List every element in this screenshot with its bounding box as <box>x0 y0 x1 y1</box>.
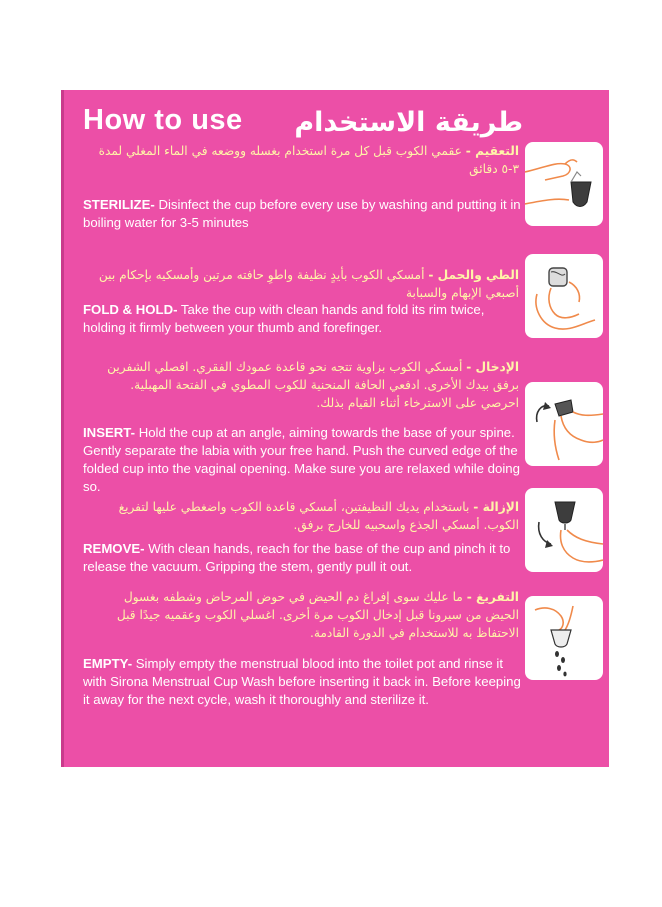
instructions-panel <box>61 90 609 767</box>
step-text-arabic: أمسكي الكوب بزاوية تتجه نحو قاعدة عمودك الفقري. افصلي الشفرين برفق بيدك الأخرى. ادفعي الحافة المنحنية للكوب المطوي في الفتحة المهبلية. احرصي على الاسترخاء أثناء القيام بذلك. <box>107 360 519 410</box>
step-key-arabic: التعقيم - <box>465 144 519 158</box>
step-fold-english <box>83 301 523 337</box>
step-key-arabic: التفريغ - <box>466 590 519 604</box>
step-text-arabic: أمسكي الكوب بأيدٍ نظيفة واطوِ حافته مرتين وأمسكيه بإحكام بين أصبعي الإبهام والسبابة <box>98 268 519 300</box>
panel-edge <box>61 90 64 767</box>
empty-icon <box>525 596 603 680</box>
step-insert-arabic <box>89 358 519 412</box>
step-key-arabic: الطي والحمل - <box>428 268 519 282</box>
step-text-english: Take the cup with clean hands and fold its rim twice, holding it firmly between your thumb and forefinger. <box>83 302 485 335</box>
step-key-english: STERILIZE- <box>83 197 155 212</box>
step-empty-english <box>83 655 523 709</box>
title-english: How to use <box>83 104 243 136</box>
step-text-english: Hold the cup at an angle, aiming towards the base of your spine. Gently separate the labia with your free hand. Push the curved edge of the folded cup into the vaginal opening. Make sure you are relaxed while doing so. <box>83 425 520 494</box>
fold-hold-icon <box>525 254 603 338</box>
step-text-arabic: عقمي الكوب قبل كل مرة استخدام بغسله ووضعه في الماء المغلي لمدة ٣-٥ دقائق <box>98 144 519 176</box>
step-text-arabic: باستخدام يديك النظيفتين، أمسكي قاعدة الكوب واضغطي عليها لتفريغ الكوب. أمسكي الجذع واسحبيه للخارج برفق. <box>118 500 519 532</box>
step-remove-english <box>83 540 523 576</box>
step-key-arabic: الإدخال - <box>466 360 519 374</box>
step-text-english: With clean hands, reach for the base of the cup and pinch it to release the vacuum. Gripping the stem, gently pull it out. <box>83 541 511 574</box>
step-empty-arabic <box>89 588 519 642</box>
title-arabic: طريقة الاستخدام <box>294 107 523 138</box>
sterilize-icon <box>525 142 603 226</box>
step-text-arabic: ما عليك سوى إفراغ دم الحيض في حوض المرحاض وشطفه بغسول الحيض من سيرونا قبل إدخال الكوب مرة أخرى. اغسلي الكوب وعقميه جيدًا قبل الاحتفاظ به للاستخدام في الدورة القادمة. <box>116 590 519 640</box>
step-sterilize-arabic <box>89 142 519 178</box>
step-text-english: Simply empty the menstrual blood into the toilet pot and rinse it with Sirona Menstrual Cup Wash before inserting it back in. Before keeping it away for the next cycle, wash it thoroughly and sterilize it. <box>83 656 521 707</box>
step-key-english: INSERT- <box>83 425 136 440</box>
step-key-arabic: الإزالة - <box>473 500 519 514</box>
step-insert-english <box>83 424 523 496</box>
step-text-english: Disinfect the cup before every use by washing and putting it in boiling water for 3-5 minutes <box>83 197 521 230</box>
step-key-english: EMPTY- <box>83 656 133 671</box>
step-key-english: REMOVE- <box>83 541 145 556</box>
step-fold-arabic <box>89 266 519 302</box>
remove-icon <box>525 488 603 572</box>
insert-icon <box>525 382 603 466</box>
step-remove-arabic <box>89 498 519 534</box>
step-key-english: FOLD & HOLD- <box>83 302 178 317</box>
step-sterilize-english <box>83 196 523 232</box>
